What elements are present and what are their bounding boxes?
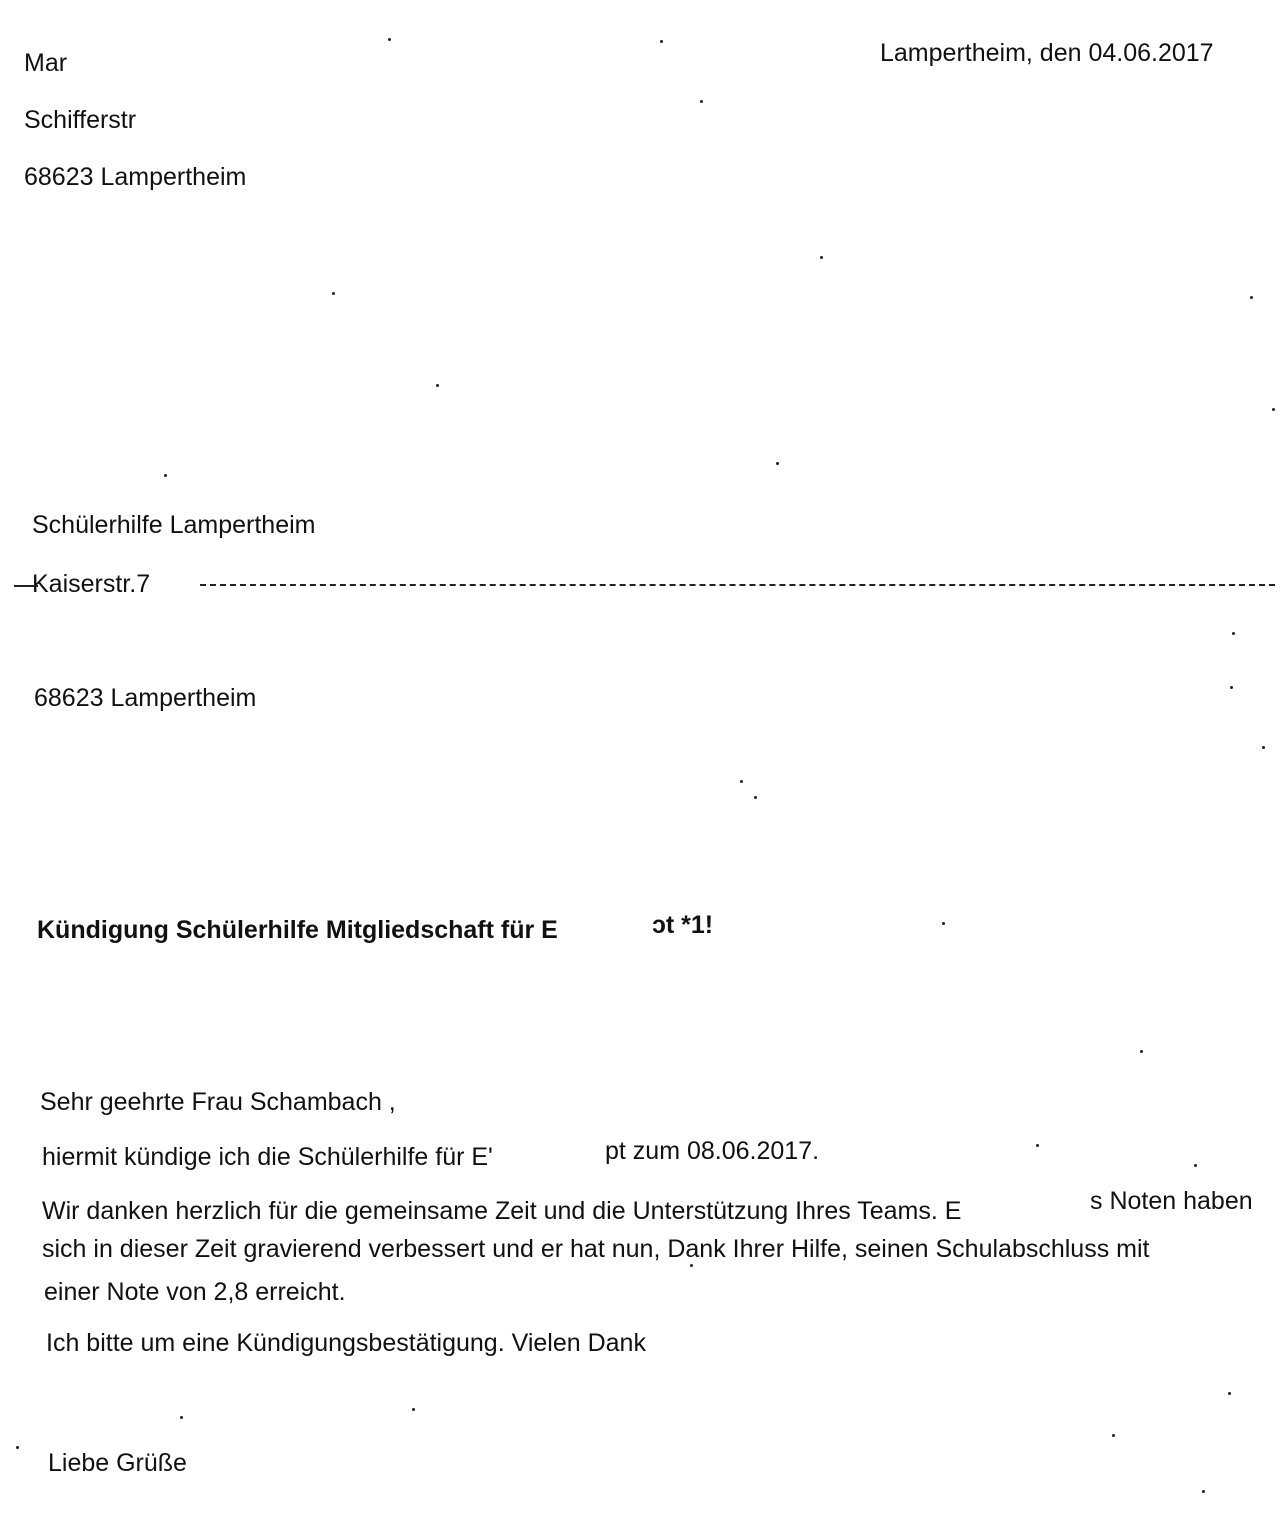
closing: Liebe Grüße	[48, 1449, 187, 1477]
scan-speck	[1232, 632, 1235, 635]
scan-speck	[740, 780, 743, 783]
scan-speck	[1230, 686, 1233, 689]
body-p2-line-3: einer Note von 2,8 erreicht.	[44, 1278, 346, 1306]
scan-speck	[180, 1416, 183, 1419]
body-line-1a: hiermit kündige ich die Schülerhilfe für E'	[42, 1143, 493, 1171]
salutation: Sehr geehrte Frau Schambach ,	[40, 1088, 396, 1116]
scan-speck	[1036, 1144, 1039, 1147]
recipient-street: Kaiserstr.7	[32, 570, 151, 598]
recipient-name: Schülerhilfe Lampertheim	[32, 511, 316, 539]
sender-street: Schifferstr	[24, 106, 137, 134]
scan-speck	[660, 40, 663, 43]
scan-speck	[1202, 1490, 1205, 1493]
scan-speck	[1272, 408, 1275, 411]
body-p2-line-2: sich in dieser Zeit gravierend verbessert und er hat nun, Dank Ihrer Hilfe, seinen Schulabschluss mit	[42, 1235, 1150, 1263]
sender-name: Mar	[24, 49, 68, 77]
body-p3: Ich bitte um eine Kündigungsbestätigung. Vielen Dank	[46, 1329, 646, 1357]
scan-speck	[436, 384, 439, 387]
scan-dashed-rule	[200, 584, 1275, 586]
scan-speck	[1228, 1392, 1231, 1395]
body-p2-line-1b: s Noten haben	[1090, 1187, 1253, 1215]
body-p2-line-1a: Wir danken herzlich für die gemeinsame Zeit und die Unterstützung Ihres Teams. E	[42, 1197, 962, 1225]
recipient-city: 68623 Lampertheim	[34, 684, 257, 712]
scan-speck	[776, 462, 779, 465]
subject-part-2: ɔt *1!	[652, 911, 714, 939]
scan-speck	[332, 292, 335, 295]
scan-speck	[690, 1264, 693, 1267]
scan-speck	[164, 474, 167, 477]
scan-strike-mark	[14, 585, 38, 587]
sender-city: 68623 Lampertheim	[24, 163, 247, 191]
scan-speck	[1250, 296, 1253, 299]
scan-speck	[412, 1408, 415, 1411]
subject-part-1: Kündigung Schülerhilfe Mitgliedschaft für E	[37, 916, 558, 944]
scan-speck	[1140, 1050, 1143, 1053]
scan-speck	[388, 38, 391, 41]
scan-speck	[1112, 1434, 1115, 1437]
scan-speck	[16, 1446, 19, 1449]
date-line: Lampertheim, den 04.06.2017	[880, 39, 1214, 67]
scan-speck	[942, 922, 945, 925]
scan-speck	[700, 100, 703, 103]
scan-speck	[754, 796, 757, 799]
body-line-1b: pt zum 08.06.2017.	[605, 1137, 820, 1165]
scan-speck	[1262, 746, 1265, 749]
scan-speck	[820, 256, 823, 259]
scan-speck	[1194, 1164, 1197, 1167]
